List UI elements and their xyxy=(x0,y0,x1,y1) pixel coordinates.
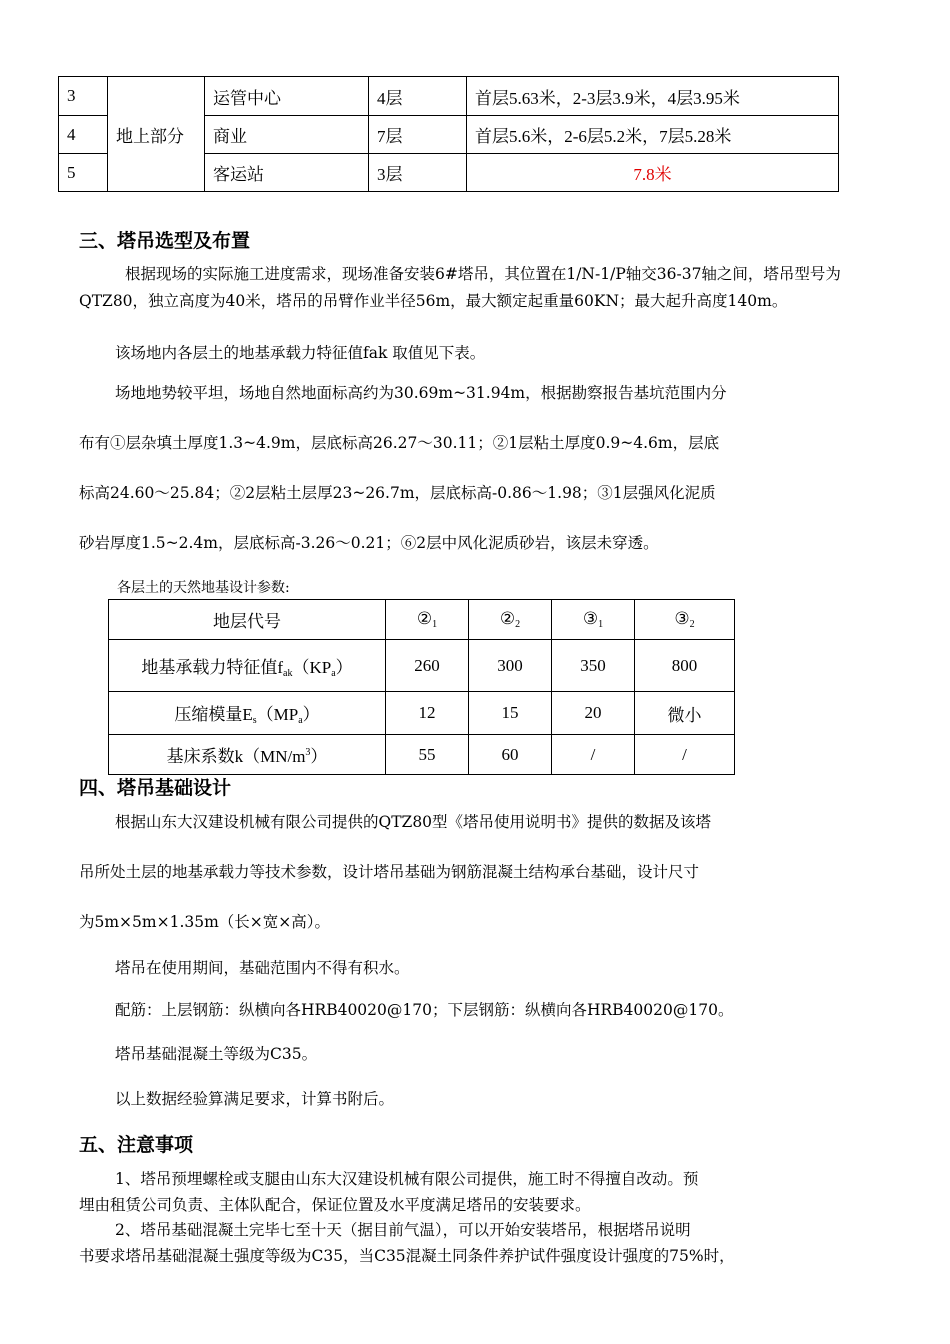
section-5-title: 五、注意事项 xyxy=(79,1134,194,1156)
note-2-line-2: 书要求塔吊基础混凝土强度等级为C35，当C35混凝土同条件养护试件强度设计强度的75%时， xyxy=(79,1247,735,1265)
section-3-paragraph-2: 该场地内各层土的地基承载力特征值fak 取值见下表。 xyxy=(115,344,486,362)
building-name: 运管中心 xyxy=(205,77,369,116)
cell-value: / xyxy=(635,735,735,775)
section-4-line-3: 为5m×5m×1.35m（长×宽×高）。 xyxy=(79,913,331,931)
header-col: $③_1$ xyxy=(552,600,635,640)
section-4-line-7: 以上数据经验算满足要求，计算书附后。 xyxy=(115,1090,395,1108)
floor-heights: 首层5.6米，2-6层5.2米，7层5.28米 xyxy=(467,116,839,154)
header-col: $②_2$ xyxy=(469,600,552,640)
section-3-paragraph-3-line-1: 场地地势较平坦，场地自然地面标高约为30.69m~31.94m，根据勘察报告基坑范围内分 xyxy=(115,384,727,402)
cell-value: 300 xyxy=(469,640,552,692)
group-cell: 地上部分 xyxy=(108,77,205,192)
table-caption: 各层土的天然地基设计参数: xyxy=(117,580,290,596)
row-number: 4 xyxy=(59,116,108,154)
section-3-title: 三、塔吊选型及布置 xyxy=(79,230,251,252)
row-label: 压缩模量$E_s(MP_a)$ xyxy=(109,692,386,735)
cell-value: 微小 xyxy=(635,692,735,735)
section-3-paragraph-3-line-2: 布有①层杂填土厚度1.3~4.9m，层底标高26.27～30.11；②1层粘土厚度0.9~4.6m，层底 xyxy=(79,434,720,452)
section-4-line-2: 吊所处土层的地基承载力等技术参数，设计塔吊基础为钢筋混凝土结构承台基础，设计尺寸 xyxy=(79,863,700,881)
note-2-line-1: 2、塔吊基础混凝土完毕七至十天（据目前气温），可以开始安装塔吊，根据塔吊说明 xyxy=(115,1221,691,1239)
section-3-paragraph-3-line-3: 标高24.60～25.84；②2层粘土层厚23~26.7m，层底标高-0.86～1.98；③1层强风化泥质 xyxy=(79,484,716,502)
cell-value: 350 xyxy=(552,640,635,692)
table-row xyxy=(59,77,839,116)
header-col: $②_1$ xyxy=(386,600,469,640)
cell-value: 60 xyxy=(469,735,552,775)
header-label: 地层代号 xyxy=(109,600,386,640)
note-1-line-2: 埋由租赁公司负责、主体队配合，保证位置及水平度满足塔吊的安装要求。 xyxy=(79,1196,591,1214)
section-4-line-5: 配筋：上层钢筋：纵横向各HRB40020@170；下层钢筋：纵横向各HRB40020@170。 xyxy=(115,1001,734,1019)
floor-heights: 7.8米 xyxy=(467,154,839,192)
building-floors-table xyxy=(58,76,839,192)
section-4-line-4: 塔吊在使用期间，基础范围内不得有积水。 xyxy=(115,959,410,977)
cell-value: 260 xyxy=(386,640,469,692)
cell-value: 800 xyxy=(635,640,735,692)
floor-count: 7层 xyxy=(369,116,467,154)
cell-value: 55 xyxy=(386,735,469,775)
table-row xyxy=(109,640,735,692)
section-3-paragraph-1: 根据现场的实际施工进度需求，现场准备安装6#塔吊，其位置在1/N-1/P轴交36-37轴之间，塔吊型号为QTZ80，独立高度为40米，塔吊的吊臂作业半径56m，最大额定起重量60KN；最大起升高度140m。 xyxy=(79,265,841,310)
row-number: 3 xyxy=(59,77,108,116)
section-4-title: 四、塔吊基础设计 xyxy=(79,777,232,799)
table-header-row xyxy=(109,600,735,640)
building-name: 客运站 xyxy=(205,154,369,192)
cell-value: 12 xyxy=(386,692,469,735)
row-label: 基床系数$k(MN/m^3)$ xyxy=(109,735,386,775)
section-3-paragraph-3-line-4: 砂岩厚度1.5~2.4m，层底标高-3.26～0.21；⑥2层中风化泥质砂岩，该层未穿透。 xyxy=(79,534,659,552)
cell-value: 20 xyxy=(552,692,635,735)
soil-parameters-table xyxy=(108,599,735,775)
section-4-line-1: 根据山东大汉建设机械有限公司提供的QTZ80型《塔吊使用说明书》提供的数据及该塔 xyxy=(115,813,712,831)
row-number: 5 xyxy=(59,154,108,192)
floor-heights: 首层5.63米，2-3层3.9米，4层3.95米 xyxy=(467,77,839,116)
table-row xyxy=(109,735,735,775)
section-4-line-6: 塔吊基础混凝土等级为C35。 xyxy=(115,1045,318,1063)
building-name: 商业 xyxy=(205,116,369,154)
cell-value: / xyxy=(552,735,635,775)
floor-count: 4层 xyxy=(369,77,467,116)
header-col: $③_2$ xyxy=(635,600,735,640)
row-label: 地基承载力特征值$f_{ak}(KP_a)$ xyxy=(109,640,386,692)
floor-count: 3层 xyxy=(369,154,467,192)
table-row xyxy=(109,692,735,735)
cell-value: 15 xyxy=(469,692,552,735)
note-1-line-1: 1、塔吊预埋螺栓或支腿由山东大汉建设机械有限公司提供，施工时不得擅自改动。预 xyxy=(115,1170,699,1188)
